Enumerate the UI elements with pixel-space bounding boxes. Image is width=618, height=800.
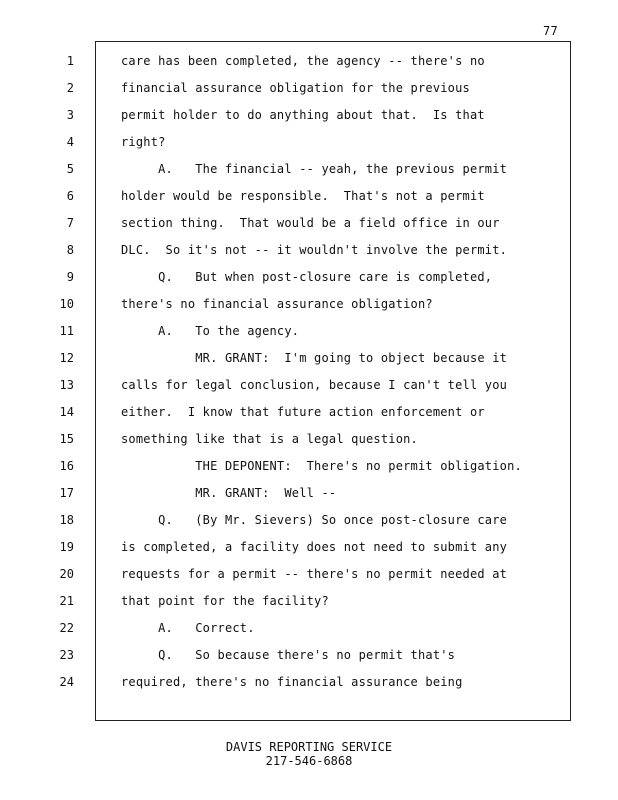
line-number: 24 (59, 675, 74, 689)
line-number: 18 (59, 513, 74, 527)
transcript-line: is completed, a facility does not need to submit any (121, 540, 508, 554)
line-number: 12 (59, 351, 74, 365)
transcript-line: Q. But when post-closure care is completed, (121, 270, 493, 284)
transcript-line: THE DEPONENT: There's no permit obligation. (121, 459, 522, 473)
transcript-line: financial assurance obligation for the previous (121, 81, 470, 95)
transcript-line: DLC. So it's not -- it wouldn't involve the permit. (121, 243, 508, 257)
line-number: 23 (59, 648, 74, 662)
footer-phone: 217-546-6868 (265, 754, 353, 768)
footer (0, 740, 618, 768)
line-number: 6 (66, 189, 74, 203)
line-number: 14 (59, 405, 74, 419)
line-number: 20 (59, 567, 74, 581)
line-number: 17 (59, 486, 74, 500)
transcript-line: holder would be responsible. That's not a permit (121, 189, 485, 203)
line-number: 16 (59, 459, 74, 473)
line-number: 19 (59, 540, 74, 554)
transcript-line: permit holder to do anything about that. Is that (121, 108, 485, 122)
line-number: 9 (66, 270, 74, 284)
line-number: 4 (66, 135, 74, 149)
line-number: 22 (59, 621, 74, 635)
transcript-line: A. The financial -- yeah, the previous permit (121, 162, 508, 176)
transcript-line: something like that is a legal question. (121, 432, 418, 446)
transcript-line: Q. (By Mr. Sievers) So once post-closure care (121, 513, 508, 527)
transcript-line: A. To the agency. (121, 324, 300, 338)
line-number: 11 (59, 324, 74, 338)
transcript-line: section thing. That would be a field office in our (121, 216, 500, 230)
transcript-line: care has been completed, the agency -- there's no (121, 54, 485, 68)
line-number: 13 (59, 378, 74, 392)
line-number: 7 (66, 216, 74, 230)
line-number: 3 (66, 108, 74, 122)
transcript-line: requests for a permit -- there's no permit needed at (121, 567, 508, 581)
transcript-line: calls for legal conclusion, because I can't tell you (121, 378, 508, 392)
line-number: 15 (59, 432, 74, 446)
line-number: 5 (66, 162, 74, 176)
line-number: 10 (59, 297, 74, 311)
line-number: 8 (66, 243, 74, 257)
line-number: 2 (66, 81, 74, 95)
transcript-line: MR. GRANT: Well -- (121, 486, 337, 500)
transcript-line: that point for the facility? (121, 594, 329, 608)
line-number: 1 (66, 54, 74, 68)
transcript-line: there's no financial assurance obligation? (121, 297, 433, 311)
transcript-line: MR. GRANT: I'm going to object because it (121, 351, 508, 365)
footer-company: DAVIS REPORTING SERVICE (225, 740, 393, 754)
transcript-line: either. I know that future action enforcement or (121, 405, 485, 419)
transcript-line: A. Correct. (121, 621, 255, 635)
transcript-line: required, there's no financial assurance being (121, 675, 463, 689)
transcript-line: Q. So because there's no permit that's (121, 648, 456, 662)
transcript-line: right? (121, 135, 166, 149)
page-number: 77 (542, 24, 558, 38)
line-number: 21 (59, 594, 74, 608)
